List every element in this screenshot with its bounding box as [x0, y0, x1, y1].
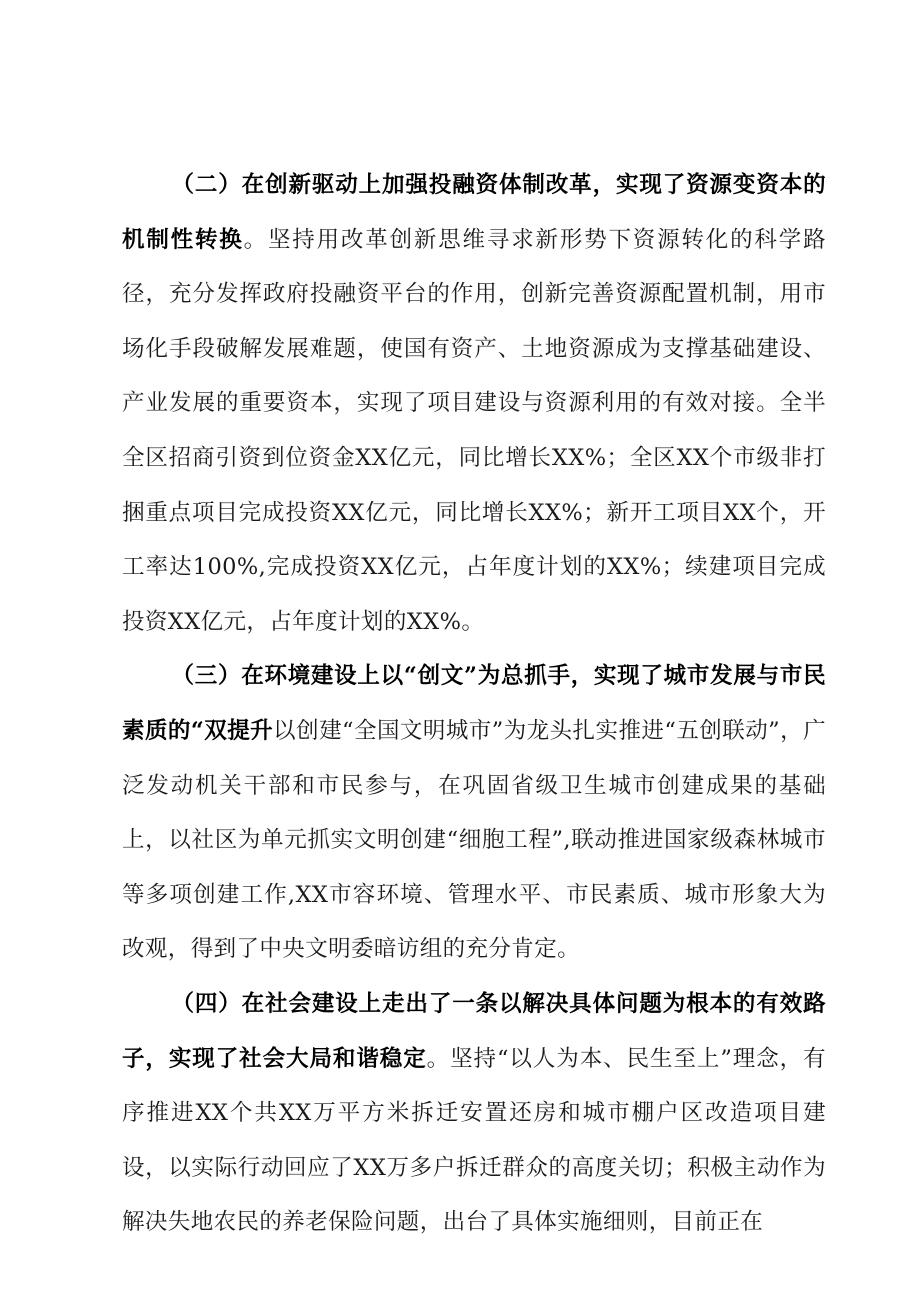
- paragraph-social-building: [122, 977, 826, 1250]
- document-body: [122, 158, 826, 1250]
- section-body-2: 。坚持用改革创新思维寻求新形势下资源转化的科学路径，充分发挥政府投融资平台的作用，创新完善资源配置机制，用市场化手段破解发展难题，使国有资产、土地资源成为支撑基础建设、产业发展的重要资本，实现了项目建设与资源利用的有效对接。全半全区招商引资到位资金XX亿元，同比增长XX%；全区XX个市级非打捆重点项目完成投资XX亿元，同比增长XX%；新开工项目XX个，开工率达100%,完成投资XX亿元，占年度计划的XX%；续建项目完成投资XX亿元，占年度计划的XX%。: [122, 226, 826, 635]
- paragraph-environment-building: [122, 649, 826, 977]
- paragraph-innovation-investment: [122, 158, 826, 649]
- section-body-4: 。坚持“以人为本、民生至上”理念，有序推进XX个共XX万平方米拆迁安置还房和城市棚户区改造项目建设，以实际行动回应了XX万多户拆迁群众的高度关切；积极主动作为解决失地农民的养老保险问题，出台了具体实施细则，目前正在: [122, 1045, 826, 1236]
- section-heading-3: （三）在环境建设上以“创文”为总抓手，实现了城市发展与市民素质的“双提升: [122, 663, 826, 744]
- section-heading-4: （四）在社会建设上走出了一条以解决具体问题为根本的有效路子，实现了社会大局和谐稳定: [122, 990, 826, 1072]
- section-body-3: 以创建“全国文明城市”为龙头扎实推进“五创联动”，广泛发动机关干部和市民参与，在巩固省级卫生城市创建成果的基础上，以社区为单元抓实文明创建“细胞工程”,联动推进国家级森林城市等多项创建工作,XX市容环境、管理水平、市民素质、城市形象大为改观，得到了中央文明委暗访组的充分肯定。: [122, 717, 826, 963]
- section-heading-2: （二）在创新驱动上加强投融资体制改革，实现了资源变资本的机制性转换: [122, 172, 826, 253]
